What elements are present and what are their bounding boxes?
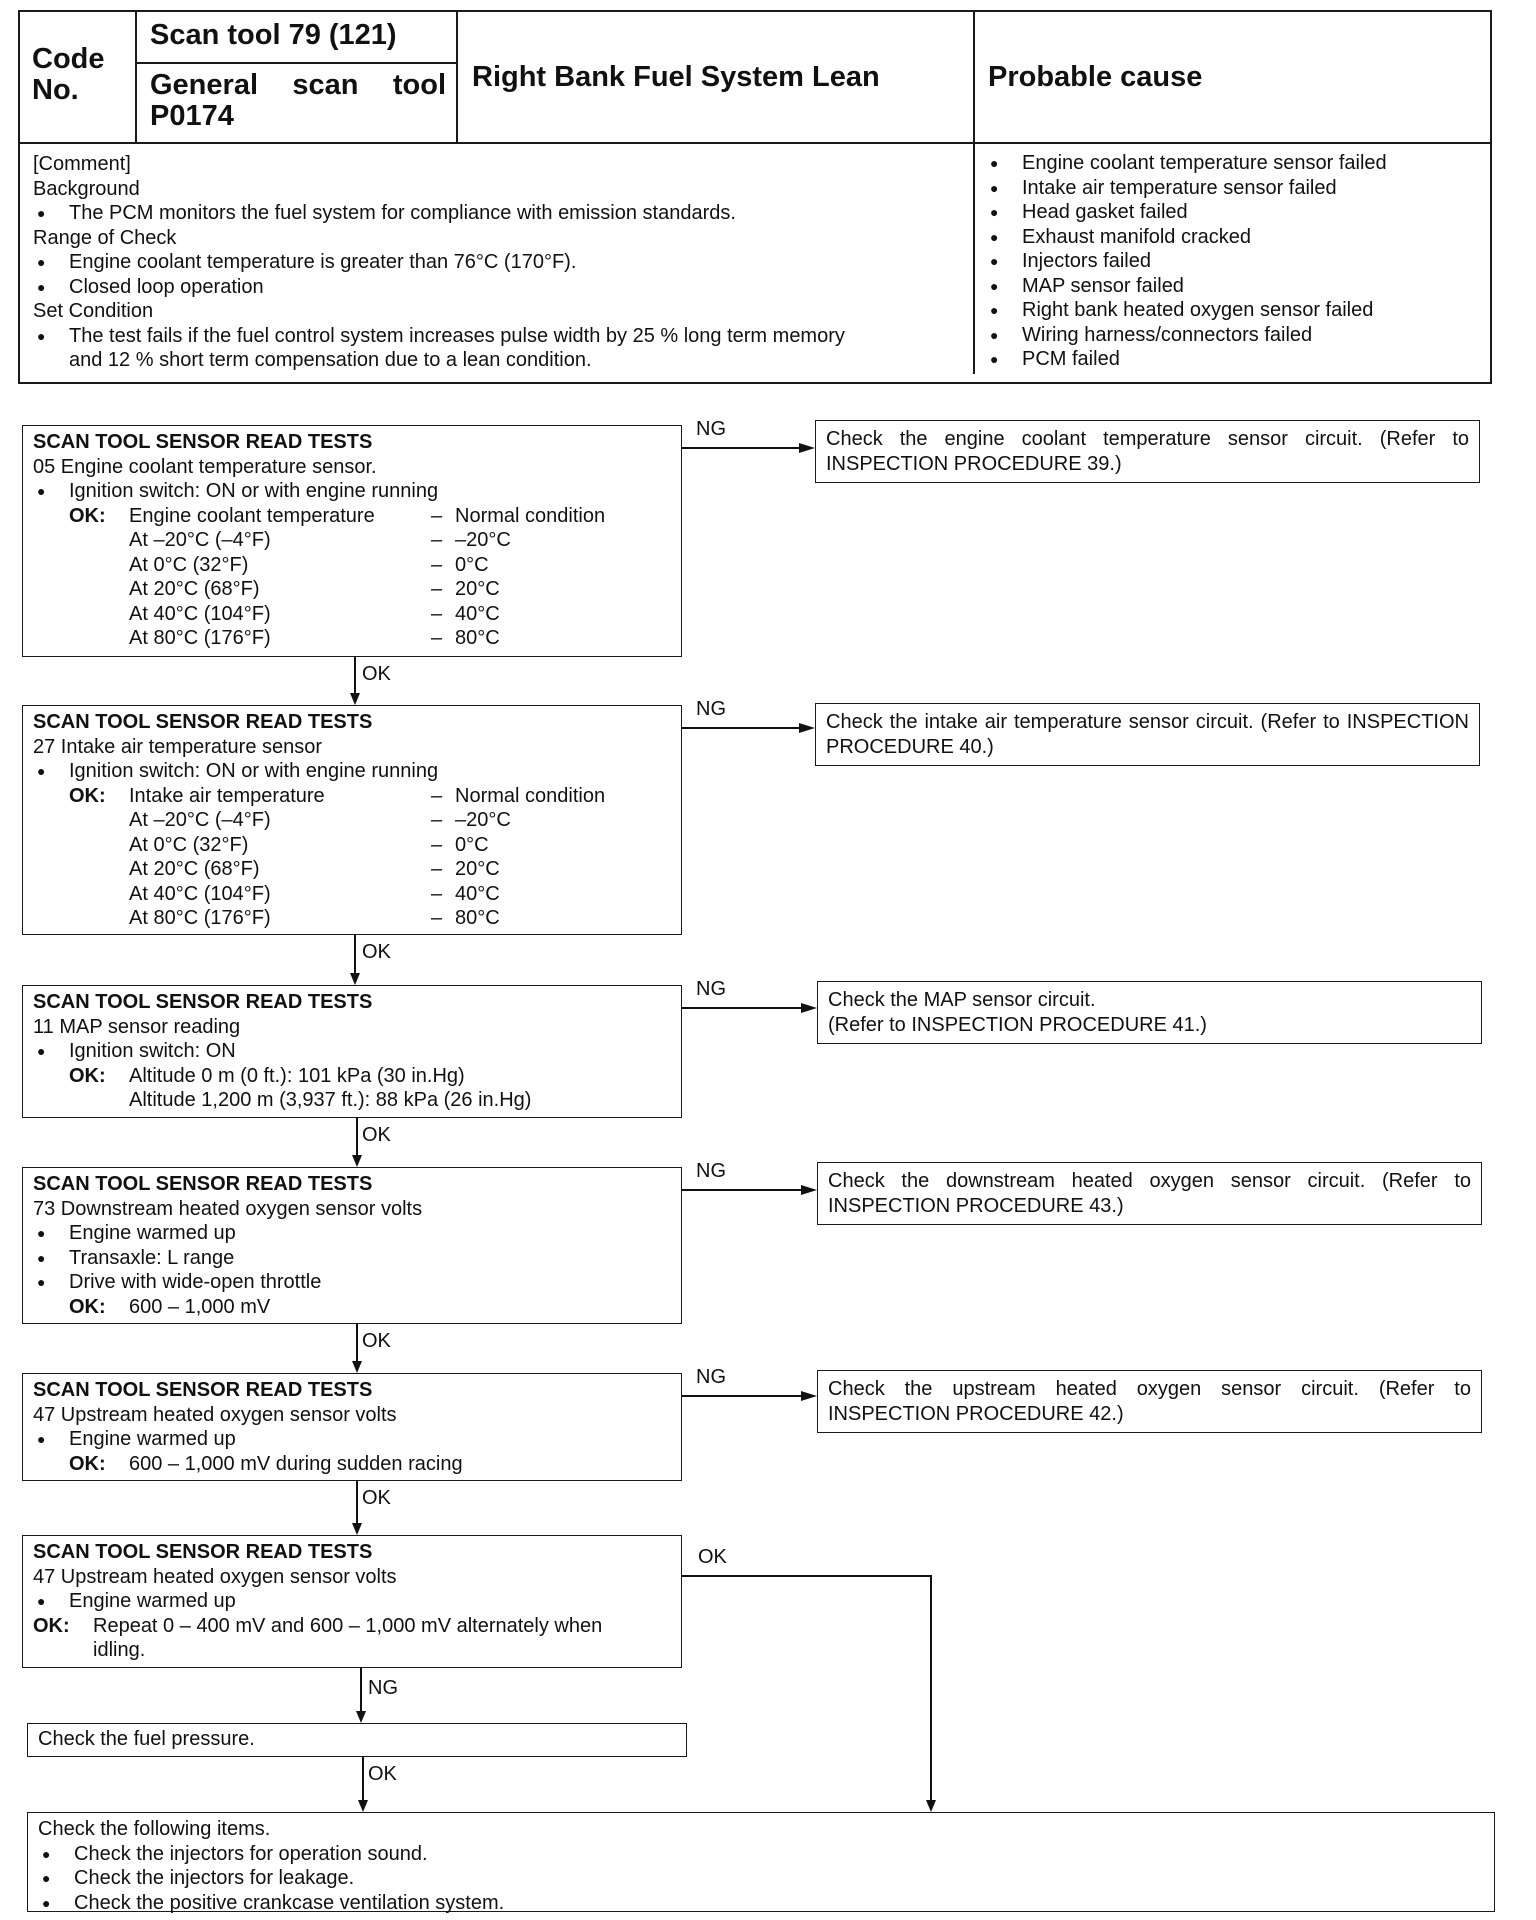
step-bullet — [33, 1589, 671, 1614]
step-subtitle: 47 Upstream heated oxygen sensor volts — [33, 1403, 397, 1426]
probable-cause-item — [986, 249, 1476, 274]
probable-cause-list — [986, 151, 1476, 372]
comment-text: The test fails if the fuel control system increases pulse width by 25 % long term memory — [69, 324, 845, 347]
ok-condition: At 80°C (176°F) — [129, 627, 271, 649]
arrow-head — [352, 1523, 362, 1535]
arrow-head — [350, 973, 360, 985]
ng-label: NG — [696, 978, 726, 1000]
flow-connector — [356, 1481, 358, 1525]
step-bullet — [33, 1427, 671, 1452]
ok-criteria-line — [33, 1088, 671, 1113]
ok-condition: At 0°C (32°F) — [129, 553, 249, 576]
ok-dash: – — [431, 602, 443, 625]
final-check-text: Check the positive crankcase ventilation system. — [74, 1891, 505, 1914]
ok-column-head: Normal condition — [455, 504, 606, 527]
ng-action-box — [817, 1162, 1482, 1225]
ok-label: OK — [362, 1487, 391, 1509]
comment-block — [33, 152, 963, 373]
bullet-dot: ● — [37, 254, 46, 270]
ok-label: OK — [368, 1763, 397, 1785]
general-scan-tool-label: General scan tool P0174 — [150, 69, 446, 132]
ok-criteria-row — [33, 906, 671, 931]
final-check-box — [27, 1812, 1495, 1912]
comment-text: Range of Check — [33, 226, 177, 249]
flow-connector — [682, 727, 801, 729]
probable-cause-item — [986, 347, 1476, 372]
ok-value: 0°C — [455, 833, 489, 856]
probable-cause-text: Head gasket failed — [1022, 201, 1188, 223]
probable-cause-text: Engine coolant temperature sensor failed — [1022, 152, 1387, 174]
flow-connector — [682, 1189, 803, 1191]
flow-connector — [354, 657, 356, 695]
ng-action-box — [817, 981, 1482, 1044]
ok-criteria-text: 600 – 1,000 mV during sudden racing — [129, 1452, 463, 1475]
ok-criteria-row — [33, 833, 671, 858]
final-check-text: Check the injectors for leakage. — [74, 1867, 355, 1889]
ok-criteria-text: idling. — [93, 1639, 146, 1661]
step-title: SCAN TOOL SENSOR READ TESTS — [33, 1173, 373, 1195]
bullet-dot: ● — [990, 155, 999, 171]
ok-condition: At 20°C (68°F) — [129, 858, 260, 880]
ok-dash: – — [431, 578, 443, 600]
step-bullet — [33, 479, 671, 504]
final-check-item — [38, 1891, 1484, 1916]
step-title: SCAN TOOL SENSOR READ TESTS — [33, 1379, 373, 1401]
arrow-head — [350, 693, 360, 705]
comment-line — [33, 226, 963, 251]
ok-condition: At 40°C (104°F) — [129, 602, 271, 625]
flow-connector — [682, 1395, 803, 1397]
comment-text: [Comment] — [33, 153, 131, 175]
arrow-head — [799, 723, 815, 733]
ng-action-text: (Refer to INSPECTION PROCEDURE 41.) — [828, 1013, 1207, 1036]
ok-criteria-line — [33, 1064, 671, 1089]
step-title: SCAN TOOL SENSOR READ TESTS — [33, 431, 373, 453]
step-bullet-text: Drive with wide-open throttle — [69, 1271, 322, 1293]
ok-criteria-text: Repeat 0 – 400 mV and 600 – 1,000 mV alternately when — [93, 1614, 603, 1637]
step-bullet-text: Transaxle: L range — [69, 1246, 235, 1269]
ok-condition: At 0°C (32°F) — [129, 833, 249, 856]
ok-dash: – — [431, 529, 443, 551]
bullet-dot: ● — [37, 1593, 46, 1609]
scan-test-box — [22, 1167, 682, 1324]
step-bullet — [33, 1039, 671, 1064]
ok-criteria-row — [33, 553, 671, 578]
ok-label: OK: — [69, 1452, 106, 1475]
probable-cause-text: PCM failed — [1022, 348, 1120, 370]
bullet-dot: ● — [990, 326, 999, 343]
flow-connector — [354, 935, 356, 975]
arrow-head — [801, 1391, 817, 1401]
fuel-pressure-text: Check the fuel pressure. — [38, 1728, 255, 1750]
comment-text: Closed loop operation — [69, 275, 264, 298]
arrow-head — [352, 1361, 362, 1373]
ok-label: OK — [362, 1330, 391, 1352]
flow-connector — [362, 1757, 364, 1802]
ok-value: 20°C — [455, 858, 500, 880]
probable-cause-text: Intake air temperature sensor failed — [1022, 176, 1337, 199]
step-bullet-text: Ignition switch: ON or with engine running — [69, 760, 439, 782]
bullet-dot: ● — [42, 1870, 51, 1886]
bullet-dot: ● — [990, 351, 999, 367]
ok-criteria-text: Altitude 1,200 m (3,937 ft.): 88 kPa (26 in.Hg) — [129, 1089, 532, 1111]
bullet-dot: ● — [37, 1249, 46, 1266]
ok-column-head: Intake air temperature — [129, 784, 325, 807]
ok-label: OK — [362, 663, 391, 685]
ng-label: NG — [696, 1160, 726, 1182]
comment-line — [33, 348, 963, 373]
scan-test-box — [22, 705, 682, 935]
ng-action-text: Check the intake air temperature sensor circuit. (Refer to INSPECTION PROCEDURE 40.) — [826, 711, 1469, 758]
ok-dash: – — [431, 882, 443, 905]
scan-tool-code: Scan tool 79 (121) — [150, 19, 397, 51]
ok-dash: – — [431, 504, 443, 527]
ok-condition: At –20°C (–4°F) — [129, 809, 271, 831]
probable-cause-item — [986, 298, 1476, 323]
ok-value: 20°C — [455, 578, 500, 600]
comment-line — [33, 299, 963, 324]
arrow-head — [358, 1800, 368, 1812]
bullet-dot: ● — [42, 1894, 51, 1911]
scan-test-box — [22, 1535, 682, 1668]
step-bullet — [33, 759, 671, 784]
ok-criteria-text: Altitude 0 m (0 ft.): 101 kPa (30 in.Hg) — [129, 1064, 465, 1087]
bullet-dot: ● — [990, 302, 999, 318]
ng-label: NG — [368, 1677, 398, 1699]
arrow-head — [926, 1800, 936, 1812]
step-subtitle: 27 Intake air temperature sensor — [33, 735, 323, 758]
step-title: SCAN TOOL SENSOR READ TESTS — [33, 991, 373, 1013]
ok-label: OK — [362, 1124, 391, 1146]
probable-cause-item — [986, 151, 1476, 176]
final-check-item — [38, 1866, 1484, 1891]
probable-cause-item — [986, 323, 1476, 348]
step-bullet — [33, 1270, 671, 1295]
probable-cause-text: Right bank heated oxygen sensor failed — [1022, 299, 1374, 321]
bullet-dot: ● — [990, 277, 999, 294]
bullet-dot: ● — [37, 278, 46, 295]
scan-test-box — [22, 1373, 682, 1481]
comment-line — [33, 177, 963, 202]
ok-condition: At 40°C (104°F) — [129, 882, 271, 905]
ng-action-text: Check the downstream heated oxygen sensor circuit. (Refer to INSPECTION PROCEDURE 43.) — [828, 1170, 1471, 1217]
probable-cause-item — [986, 200, 1476, 225]
final-check-item — [38, 1842, 1484, 1867]
step-bullet-text: Engine warmed up — [69, 1222, 236, 1244]
ok-value: 40°C — [455, 882, 500, 905]
ok-criteria-row — [33, 528, 671, 553]
flow-connector — [356, 1118, 358, 1157]
ok-dash: – — [431, 627, 443, 649]
step-bullet-text: Engine warmed up — [69, 1428, 236, 1450]
ok-condition: At 80°C (176°F) — [129, 907, 271, 929]
probable-cause-text: Wiring harness/connectors failed — [1022, 323, 1313, 346]
comment-bullet-line — [33, 324, 963, 349]
ok-criteria-row — [33, 626, 671, 651]
probable-cause-text: Injectors failed — [1022, 250, 1151, 272]
ok-criteria-text: 600 – 1,000 mV — [129, 1295, 271, 1318]
bullet-dot: ● — [990, 228, 999, 245]
ng-action-box — [817, 1370, 1482, 1433]
bullet-dot: ● — [37, 1274, 46, 1290]
ng-label: NG — [696, 418, 726, 440]
code-header-table — [18, 10, 1492, 384]
step-bullet — [33, 1246, 671, 1271]
ok-condition: At 20°C (68°F) — [129, 578, 260, 600]
ok-criteria-line — [33, 1614, 671, 1639]
flow-connector — [682, 1575, 930, 1577]
ok-criteria-header — [33, 504, 671, 529]
comment-text: and 12 % short term compensation due to a lean condition. — [69, 349, 592, 371]
page-title: Right Bank Fuel System Lean — [472, 61, 880, 93]
comment-text: The PCM monitors the fuel system for compliance with emission standards. — [69, 202, 736, 224]
step-subtitle: 73 Downstream heated oxygen sensor volts — [33, 1197, 423, 1220]
probable-cause-text: Exhaust manifold cracked — [1022, 225, 1252, 248]
ok-criteria-line — [33, 1638, 671, 1663]
arrow-head — [799, 443, 815, 453]
ok-criteria-header — [33, 784, 671, 809]
step-bullet — [33, 1221, 671, 1246]
bullet-dot: ● — [42, 1845, 51, 1862]
probable-cause-heading: Probable cause — [988, 61, 1203, 93]
final-check-text: Check the injectors for operation sound. — [74, 1842, 428, 1865]
step-title: SCAN TOOL SENSOR READ TESTS — [33, 1541, 373, 1563]
step-subtitle: 05 Engine coolant temperature sensor. — [33, 455, 377, 478]
ok-criteria-line — [33, 1295, 671, 1320]
comment-text: Set Condition — [33, 300, 154, 322]
bullet-dot: ● — [37, 1431, 46, 1447]
comment-text: Engine coolant temperature is greater than 76°C (170°F). — [69, 251, 577, 273]
arrow-head — [356, 1711, 366, 1723]
scan-test-box — [22, 425, 682, 657]
ok-criteria-line — [33, 1452, 671, 1477]
ok-criteria-row — [33, 808, 671, 833]
ok-dash: – — [431, 553, 443, 576]
comment-bullet-line — [33, 201, 963, 226]
ok-criteria-row — [33, 882, 671, 907]
probable-cause-item — [986, 274, 1476, 299]
bullet-dot: ● — [37, 1043, 46, 1059]
bullet-dot: ● — [37, 1225, 46, 1241]
ok-value: 80°C — [455, 627, 500, 649]
ok-label: OK: — [69, 504, 106, 527]
ok-label: OK: — [69, 784, 106, 807]
ng-label: NG — [696, 698, 726, 720]
ok-value: 80°C — [455, 907, 500, 929]
bullet-dot: ● — [990, 253, 999, 269]
final-heading: Check the following items. — [38, 1818, 271, 1840]
step-subtitle: 11 MAP sensor reading — [33, 1015, 241, 1038]
comment-bullet-line — [33, 275, 963, 300]
comment-text: Background — [33, 177, 140, 200]
fuel-pressure-box — [27, 1723, 687, 1757]
bullet-dot: ● — [37, 763, 46, 779]
ok-value: 0°C — [455, 553, 489, 576]
code-no-label: Code No. — [32, 43, 105, 106]
probable-cause-text: MAP sensor failed — [1022, 274, 1184, 297]
ok-value: 40°C — [455, 602, 500, 625]
arrow-head — [352, 1155, 362, 1167]
ok-label: OK: — [69, 1064, 106, 1087]
step-title: SCAN TOOL SENSOR READ TESTS — [33, 711, 373, 733]
scan-test-box — [22, 985, 682, 1118]
ng-action-text: Check the MAP sensor circuit. — [828, 989, 1096, 1011]
arrow-head — [801, 1185, 817, 1195]
ok-criteria-row — [33, 602, 671, 627]
ng-action-box — [815, 420, 1480, 483]
ok-label: OK — [362, 941, 391, 963]
ok-dash: – — [431, 833, 443, 856]
probable-cause-item — [986, 225, 1476, 250]
ok-criteria-row — [33, 857, 671, 882]
step-bullet-text: Ignition switch: ON — [69, 1040, 236, 1062]
step-subtitle: 47 Upstream heated oxygen sensor volts — [33, 1565, 397, 1588]
flow-connector — [360, 1668, 362, 1713]
ng-label: NG — [696, 1366, 726, 1388]
arrow-head — [801, 1003, 817, 1013]
flow-connector — [682, 447, 801, 449]
ng-action-text: Check the engine coolant temperature sensor circuit. (Refer to INSPECTION PROCEDURE 39.) — [826, 428, 1469, 475]
ng-action-box — [815, 703, 1480, 766]
ok-label: OK — [698, 1546, 727, 1568]
ok-label: OK: — [33, 1614, 70, 1637]
comment-line — [33, 152, 963, 177]
bullet-dot: ● — [990, 204, 999, 220]
ok-criteria-row — [33, 577, 671, 602]
step-bullet-text: Engine warmed up — [69, 1590, 236, 1612]
bullet-dot: ● — [990, 179, 999, 196]
step-bullet-text: Ignition switch: ON or with engine running — [69, 480, 439, 502]
flow-connector — [682, 1007, 803, 1009]
bullet-dot: ● — [37, 205, 46, 221]
ok-value: –20°C — [455, 809, 511, 831]
ok-value: –20°C — [455, 529, 511, 551]
ok-dash: – — [431, 858, 443, 880]
bullet-dot: ● — [37, 483, 46, 499]
ok-dash: – — [431, 784, 443, 807]
ok-dash: – — [431, 809, 443, 831]
ok-condition: At –20°C (–4°F) — [129, 529, 271, 551]
comment-bullet-line — [33, 250, 963, 275]
ng-action-text: Check the upstream heated oxygen sensor circuit. (Refer to INSPECTION PROCEDURE 42.) — [828, 1378, 1471, 1425]
bullet-dot: ● — [37, 327, 46, 344]
ok-column-head: Normal condition — [455, 784, 606, 807]
ok-column-head: Engine coolant temperature — [129, 504, 375, 527]
flow-connector — [356, 1324, 358, 1363]
ok-dash: – — [431, 907, 443, 929]
flow-connector — [930, 1575, 932, 1802]
ok-label: OK: — [69, 1295, 106, 1318]
probable-cause-item — [986, 176, 1476, 201]
